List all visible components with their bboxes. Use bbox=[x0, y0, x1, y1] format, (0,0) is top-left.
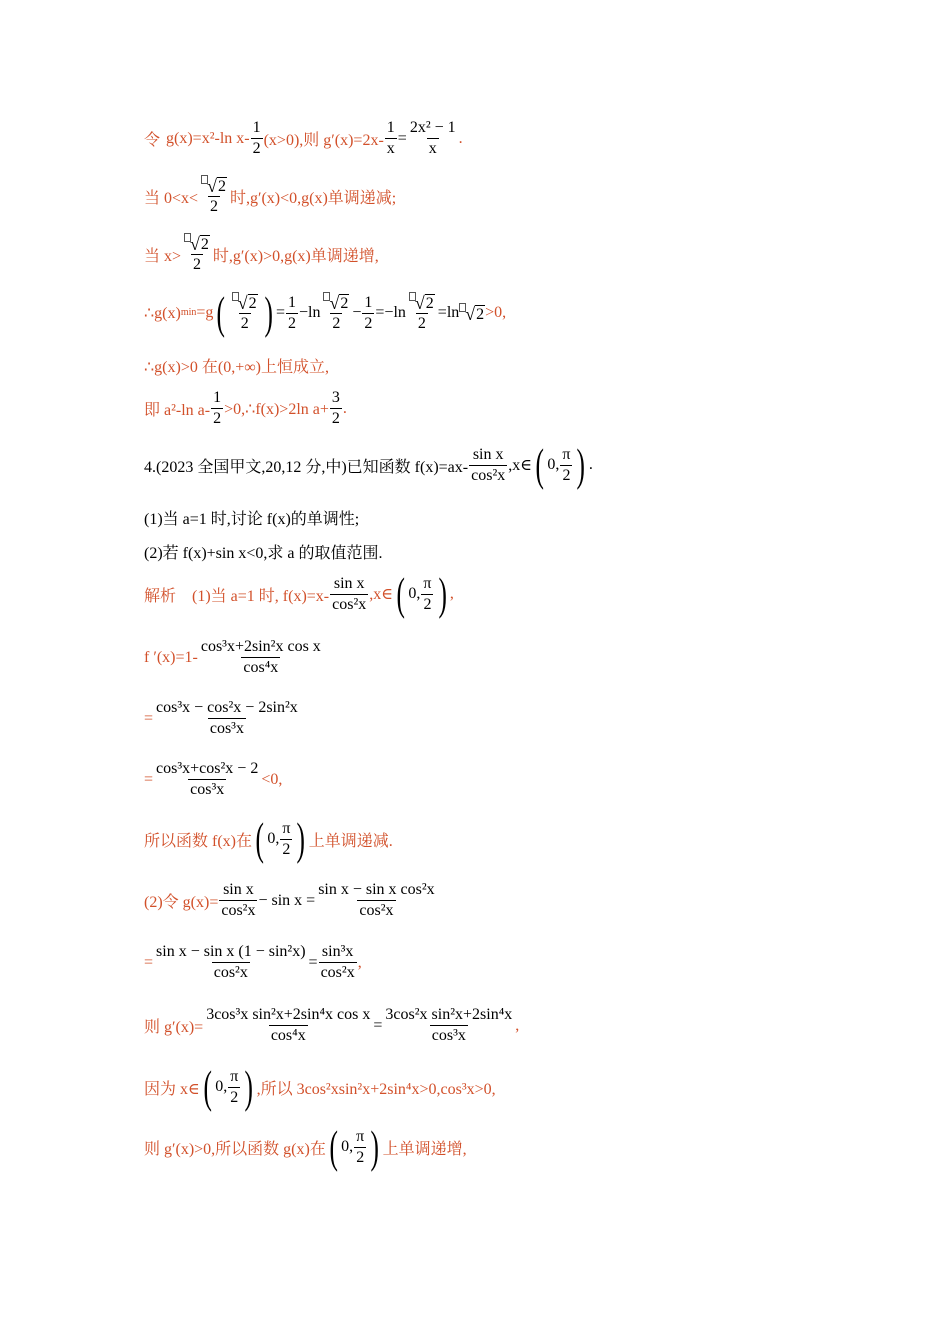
solution-line-2 bbox=[144, 637, 324, 678]
numerator: 2x² − 1 bbox=[409, 119, 456, 136]
numerator: sin x bbox=[223, 881, 254, 898]
denominator: 2 bbox=[332, 315, 341, 332]
denominator: x bbox=[386, 140, 395, 157]
text: , bbox=[357, 953, 362, 971]
text: 时,g′(x)<0,g(x)单调递减; bbox=[229, 189, 397, 207]
lower-bound: 0 bbox=[341, 1138, 350, 1155]
solution-line-9 bbox=[144, 1061, 496, 1112]
text: (2)令 g(x)= bbox=[144, 894, 219, 911]
text: <0, bbox=[261, 770, 283, 788]
line-1 bbox=[144, 118, 463, 159]
fraction bbox=[407, 292, 437, 334]
fraction bbox=[154, 698, 300, 739]
numerator: cos³x − cos²x − 2sin²x bbox=[156, 699, 298, 716]
text: 因为 x∈ bbox=[144, 1080, 200, 1098]
text: = bbox=[144, 709, 154, 727]
denominator: 2 bbox=[356, 1148, 365, 1166]
text: , bbox=[515, 1016, 520, 1034]
numerator: 3cos³x sin²x+2sin⁴x cos x bbox=[206, 1006, 371, 1023]
text: = bbox=[144, 770, 154, 788]
text: >0,∴f(x)>2ln a+ bbox=[224, 400, 329, 418]
text: =ln bbox=[437, 304, 460, 321]
text: . bbox=[458, 129, 463, 147]
denominator: cos²x bbox=[332, 595, 367, 613]
solution-line-7 bbox=[144, 942, 362, 983]
fraction bbox=[383, 1005, 514, 1046]
problem-4 bbox=[144, 439, 593, 490]
fraction bbox=[154, 942, 308, 983]
denominator: 2 bbox=[288, 314, 297, 332]
text: >0, bbox=[485, 304, 507, 321]
text: 则 g′(x)>0,所以函数 g(x)在 bbox=[144, 1140, 326, 1158]
lower-bound: 0 bbox=[547, 456, 556, 473]
interval: ( 0 , $\frac{\pi}{2}$ ) bbox=[329, 1121, 380, 1172]
solution-line-4 bbox=[144, 759, 282, 800]
denominator: 2 bbox=[240, 315, 249, 332]
denominator: x bbox=[428, 140, 437, 157]
radical-sign: √ bbox=[414, 293, 425, 313]
fraction bbox=[560, 445, 572, 486]
denominator: 2 bbox=[417, 315, 426, 332]
text: , bbox=[449, 585, 454, 602]
left-paren: ( bbox=[255, 813, 264, 864]
radicand: 2 bbox=[340, 295, 349, 312]
text: −ln bbox=[299, 304, 321, 321]
numerator: 1 bbox=[252, 119, 261, 136]
denominator: cos³x bbox=[209, 720, 244, 737]
interval: ( 0 , $\frac{\pi}{2}$ ) bbox=[535, 439, 586, 490]
denominator: 2 bbox=[331, 410, 340, 427]
left-paren: ( bbox=[216, 287, 226, 338]
numerator: sin x bbox=[333, 574, 365, 592]
left-paren: ( bbox=[396, 568, 405, 619]
fraction bbox=[330, 388, 342, 429]
problem-4-part-1 bbox=[144, 506, 359, 529]
fraction bbox=[319, 942, 357, 983]
fraction bbox=[385, 118, 397, 159]
radicand: 2 bbox=[248, 295, 257, 312]
numerator: π bbox=[282, 819, 291, 837]
nth-root bbox=[199, 175, 229, 196]
radical-sign: √ bbox=[207, 176, 217, 196]
line-2 bbox=[144, 175, 396, 217]
radicand: 2 bbox=[476, 305, 485, 323]
fraction bbox=[228, 1067, 240, 1108]
text: 4.(2023 全国甲文,20,12 分,中)已知函数 f(x)=ax- bbox=[144, 458, 469, 476]
nth-root bbox=[182, 233, 212, 254]
text: 当 x> bbox=[144, 247, 182, 265]
fraction bbox=[280, 819, 292, 860]
denominator: 2 bbox=[252, 140, 261, 157]
solution-line-8 bbox=[144, 1005, 519, 1046]
numerator: π bbox=[356, 1127, 365, 1145]
line-3 bbox=[144, 233, 379, 275]
fraction bbox=[182, 233, 212, 275]
text: = bbox=[308, 953, 318, 971]
lower-bound: 0 bbox=[215, 1078, 224, 1095]
problem-4-part-2 bbox=[144, 540, 382, 563]
fraction bbox=[362, 293, 374, 334]
radicand: 2 bbox=[425, 295, 434, 312]
denominator: cos²x bbox=[471, 466, 506, 484]
fraction bbox=[199, 637, 323, 678]
numerator: 1 bbox=[213, 389, 222, 406]
numerator: sin x bbox=[472, 445, 504, 463]
numerator: 1 bbox=[288, 293, 297, 311]
numerator: 3cos²x sin²x+2sin⁴x bbox=[385, 1006, 513, 1023]
solution-line-1 bbox=[144, 568, 454, 619]
radicand: 2 bbox=[217, 178, 226, 195]
right-paren: ) bbox=[576, 439, 586, 490]
text: = bbox=[275, 304, 286, 321]
line-5 bbox=[144, 354, 329, 377]
denominator: 2 bbox=[423, 595, 432, 613]
numerator: cos³x+cos²x − 2 bbox=[156, 760, 259, 777]
numerator: cos³x+2sin²x cos x bbox=[200, 638, 321, 655]
fraction bbox=[251, 118, 263, 159]
numerator: sin³x bbox=[321, 943, 354, 960]
right-paren: ) bbox=[296, 813, 306, 864]
text: = bbox=[373, 1016, 383, 1034]
denominator: cos⁴x bbox=[243, 659, 279, 676]
fraction bbox=[154, 759, 260, 800]
text: (1)当 a=1 时,讨论 f(x)的单调性; bbox=[144, 511, 360, 528]
text: 解析 (1)当 a=1 时, f(x)=x- bbox=[144, 587, 330, 605]
fraction bbox=[316, 880, 437, 921]
text: = bbox=[144, 953, 154, 971]
interval: ( 0 , $\frac{\pi}{2}$ ) bbox=[255, 813, 306, 864]
denominator: 2 bbox=[282, 840, 291, 858]
text: (x>0),则 g′(x)=2x- bbox=[263, 132, 384, 149]
right-paren: ) bbox=[264, 287, 273, 338]
text: 当 0<x< bbox=[144, 189, 199, 207]
denominator: 2 bbox=[230, 1088, 239, 1106]
denominator: 2 bbox=[562, 466, 571, 484]
text: =−ln bbox=[375, 304, 406, 321]
text: = bbox=[397, 129, 407, 147]
numerator: 1 bbox=[364, 293, 373, 311]
lower-bound: 0 bbox=[267, 830, 276, 847]
radical-sign: √ bbox=[329, 293, 340, 313]
line-6 bbox=[144, 388, 347, 429]
fraction bbox=[408, 118, 458, 159]
denominator: cos⁴x bbox=[270, 1027, 306, 1044]
text: 上单调递减. bbox=[308, 832, 393, 850]
fraction bbox=[204, 1005, 372, 1046]
solution-line-6 bbox=[144, 880, 438, 921]
radicand: 2 bbox=[200, 236, 209, 253]
fraction bbox=[230, 292, 260, 334]
fraction bbox=[211, 388, 223, 429]
numerator: π bbox=[423, 574, 432, 592]
text: . bbox=[588, 456, 593, 473]
text: . bbox=[342, 399, 347, 417]
fraction bbox=[219, 880, 257, 921]
text: ∴g(x) bbox=[144, 305, 181, 322]
fraction bbox=[354, 1127, 366, 1168]
solution-line-3 bbox=[144, 698, 301, 739]
denominator: cos³x bbox=[431, 1027, 466, 1044]
solution-line-5 bbox=[144, 813, 393, 864]
text: 即 a²-ln a- bbox=[144, 402, 211, 419]
text: 则 g′(x)= bbox=[144, 1019, 204, 1036]
text: 令 bbox=[144, 132, 161, 149]
radical-sign: √ bbox=[190, 234, 200, 254]
denominator: cos²x bbox=[221, 902, 256, 919]
radical-sign: √ bbox=[237, 293, 248, 313]
lower-bound: 0 bbox=[408, 585, 417, 602]
fraction bbox=[286, 293, 298, 334]
text: ,x∈ bbox=[508, 457, 533, 474]
text: g(x)=x²-ln x- bbox=[166, 129, 250, 147]
right-paren: ) bbox=[437, 568, 447, 619]
text: 所以函数 f(x)在 bbox=[144, 832, 252, 850]
line-4: ∴g(x) min =g ( √ 2 2 ) = $\frac{1}{2}$ −ln √ 2 2 − $\frac{1}{2}$ =−ln √ 2 2 =ln √ 2 >0, bbox=[144, 287, 507, 338]
radical-sign: √ bbox=[465, 303, 476, 324]
denominator: 2 bbox=[192, 256, 201, 273]
fraction bbox=[330, 574, 368, 615]
denominator: cos²x bbox=[320, 964, 355, 981]
text: ∴g(x)>0 在(0,+∞)上恒成立, bbox=[144, 359, 329, 376]
text: =g bbox=[196, 304, 214, 321]
fraction bbox=[421, 574, 433, 615]
denominator: 2 bbox=[210, 198, 218, 215]
parenthesized-expression bbox=[213, 287, 276, 338]
denominator: 2 bbox=[364, 314, 373, 332]
text: 上单调递增, bbox=[382, 1140, 467, 1158]
fraction bbox=[199, 175, 229, 217]
numerator: π bbox=[230, 1067, 239, 1085]
nth-root bbox=[407, 292, 437, 313]
text: ,x∈ bbox=[369, 586, 394, 603]
nth-root bbox=[321, 292, 351, 313]
fraction bbox=[469, 445, 507, 486]
numerator: sin x − sin x (1 − sin²x) bbox=[156, 943, 306, 960]
text: f ′(x)=1- bbox=[144, 648, 198, 666]
denominator: 2 bbox=[213, 410, 222, 427]
interval: ( 0 , $\frac{\pi}{2}$ ) bbox=[396, 568, 447, 619]
numerator: 1 bbox=[386, 119, 395, 136]
nth-root bbox=[459, 303, 485, 324]
right-paren: ) bbox=[244, 1061, 254, 1112]
denominator: cos²x bbox=[359, 902, 394, 919]
text: ,所以 3cos²xsin²x+2sin⁴x>0,cos³x>0, bbox=[256, 1080, 496, 1098]
left-paren: ( bbox=[535, 439, 544, 490]
numerator: sin x − sin x cos²x bbox=[318, 881, 435, 898]
numerator: 3 bbox=[331, 389, 340, 406]
text: 时,g′(x)>0,g(x)单调递增, bbox=[212, 247, 379, 265]
nth-root bbox=[230, 292, 260, 313]
text: − bbox=[352, 304, 362, 321]
interval: ( 0 , $\frac{\pi}{2}$ ) bbox=[203, 1061, 254, 1112]
denominator: cos²x bbox=[213, 964, 248, 981]
left-paren: ( bbox=[203, 1061, 212, 1112]
right-paren: ) bbox=[370, 1121, 380, 1172]
solution-line-10 bbox=[144, 1121, 467, 1172]
numerator: π bbox=[562, 445, 571, 463]
text: − sin x = bbox=[258, 891, 316, 909]
fraction bbox=[321, 292, 351, 334]
left-paren: ( bbox=[329, 1121, 338, 1172]
denominator: cos³x bbox=[190, 781, 225, 798]
text: (2)若 f(x)+sin x<0,求 a 的取值范围. bbox=[144, 545, 383, 562]
